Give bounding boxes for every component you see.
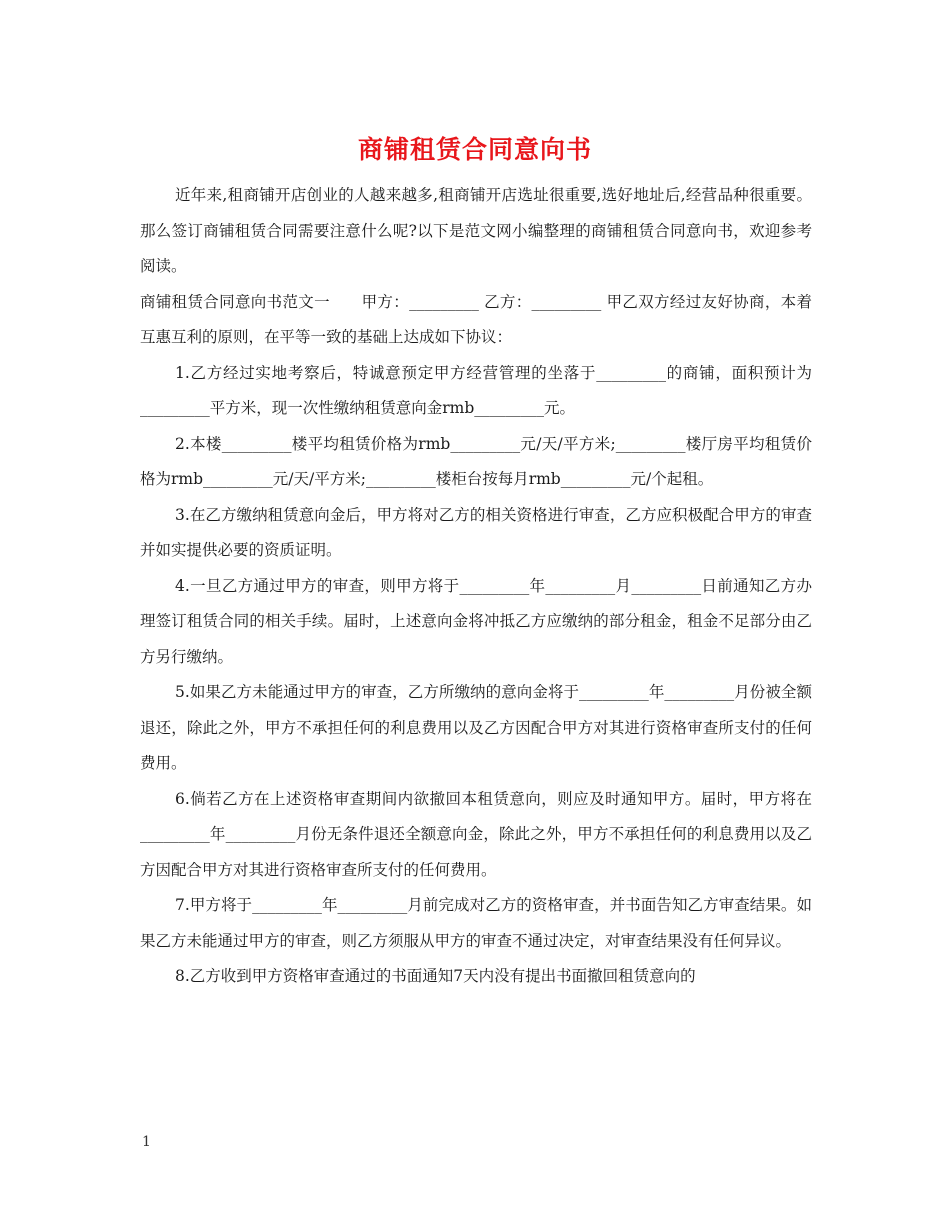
clause-6: 6.倘若乙方在上述资格审查期间内欲撤回本租赁意向，则应及时通知甲方。届时，甲方将在_________年_________月份无条件退还全额意向金，除此之外，甲方不承担任何的利息费用以及乙方因配合甲方对其进行资格审查所支付的任何费用。 xyxy=(140,789,812,879)
clause-1: 1.乙方经过实地考察后，特诚意预定甲方经营管理的坐落于_________的商铺，面积预计为_________平方米，现一次性缴纳租赁意向金rmb_________元。 xyxy=(140,363,812,417)
sample-heading-paragraph: 商铺租赁合同意向书范文一 甲方：_________ 乙方：_________ 甲乙双方经过友好协商，本着互惠互利的原则，在平等一致的基础上达成如下协议： xyxy=(140,292,812,346)
page-number: 1 xyxy=(142,1134,151,1150)
document-title: 商铺租赁合同意向书 xyxy=(357,135,592,164)
clause-2: 2.本楼_________楼平均租赁价格为rmb_________元/天/平方米;_________楼厅房平均租赁价格为rmb_________元/天/平方米;_________楼柜台按每月rmb_________元/个起租。 xyxy=(140,434,812,488)
clause-5: 5.如果乙方未能通过甲方的审查，乙方所缴纳的意向金将于_________年_________月份被全额退还，除此之外，甲方不承担任何的利息费用以及乙方因配合甲方对其进行资格审查所支付的任何费用。 xyxy=(140,683,812,772)
clause-7: 7.甲方将于_________年_________月前完成对乙方的资格审查，并书面告知乙方审查结果。如果乙方未能通过甲方的审查，则乙方须服从甲方的审查不通过决定，对审查结果没有任何异议。 xyxy=(140,896,812,950)
clause-4: 4.一旦乙方通过甲方的审查，则甲方将于_________年_________月_________日前通知乙方办理签订租赁合同的相关手续。届时，上述意向金将冲抵乙方应缴纳的部分租金，租金不足部分由乙方另行缴纳。 xyxy=(140,576,812,666)
clause-8: 8.乙方收到甲方资格审查通过的书面通知7天内没有提出书面撤回租赁意向的 xyxy=(175,967,696,985)
intro-paragraph: 近年来,租商铺开店创业的人越来越多,租商铺开店选址很重要,选好地址后,经营品种很重要。那么签订商铺租赁合同需要注意什么呢?以下是范文网小编整理的商铺租赁合同意向书，欢迎参考阅读。 xyxy=(140,186,812,275)
clause-3: 3.在乙方缴纳租赁意向金后，甲方将对乙方的相关资格进行审查，乙方应积极配合甲方的审查并如实提供必要的资质证明。 xyxy=(140,505,812,559)
document-body xyxy=(140,178,812,995)
